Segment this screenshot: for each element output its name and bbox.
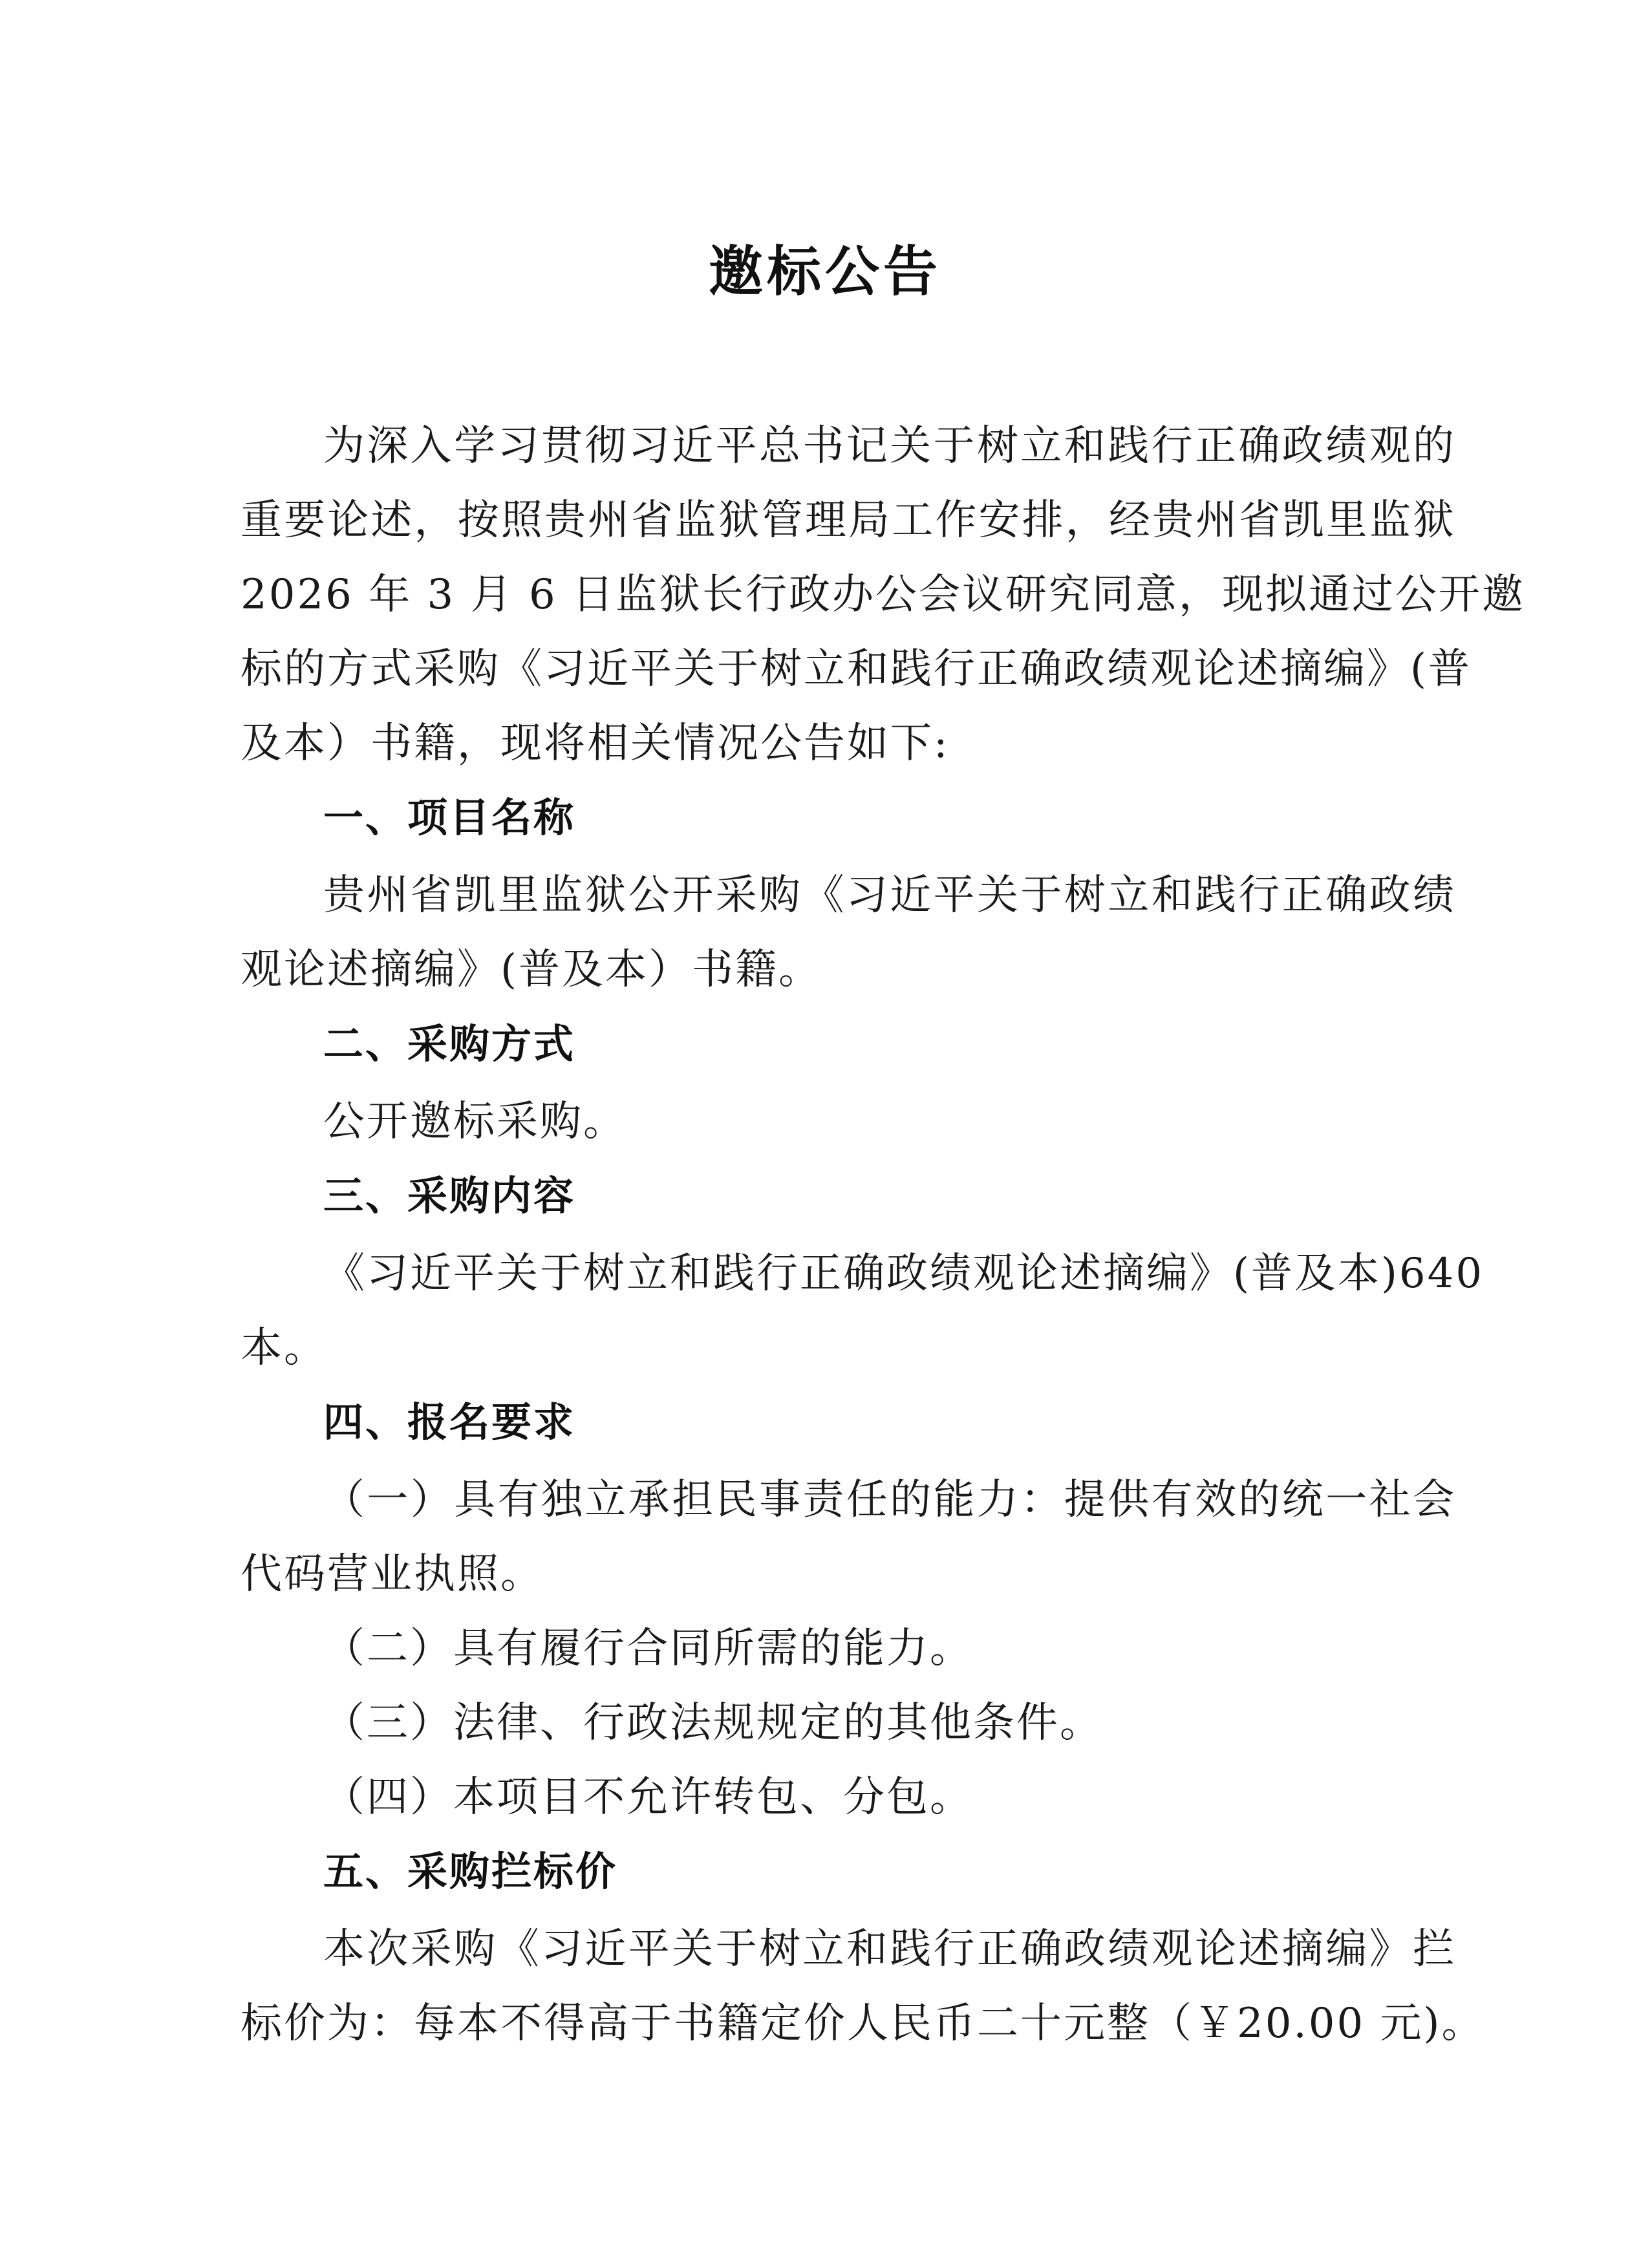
section-heading-procurement-content: 三、采购内容 <box>323 1172 576 1219</box>
section-heading-registration-requirements: 四、报名要求 <box>323 1398 576 1446</box>
section-text: （四）本项目不允许转包、分包。 <box>323 1773 973 1821</box>
section-text: （二）具有履行合同所需的能力。 <box>323 1625 973 1673</box>
intro-line: 标的方式采购《习近平关于树立和践行正确政绩观论述摘编》(普 <box>241 645 1472 693</box>
section-text: 《习近平关于树立和践行正确政绩观论述摘编》(普及本)640 <box>323 1250 1484 1298</box>
document-title: 邀标公告 <box>708 240 941 303</box>
intro-line: 及本）书籍，现将相关情况公告如下: <box>241 720 950 767</box>
section-heading-project-name: 一、项目名称 <box>323 794 576 841</box>
section-text: （三）法律、行政法规规定的其他条件。 <box>323 1699 1103 1747</box>
section-text: 标价为：每本不得高于书籍定价人民币二十元整（￥20.00 元)。 <box>241 2000 1485 2048</box>
section-text: 公开邀标采购。 <box>323 1098 627 1146</box>
section-text: 观论述摘编》(普及本）书籍。 <box>241 946 822 994</box>
section-heading-procurement-method: 二、采购方式 <box>323 1020 576 1067</box>
section-text: 本次采购《习近平关于树立和践行正确政绩观论述摘编》拦 <box>323 1925 1456 1973</box>
section-heading-ceiling-price: 五、采购拦标价 <box>323 1848 618 1895</box>
intro-line: 为深入学习贯彻习近平总书记关于树立和践行正确政绩观的 <box>323 422 1456 470</box>
section-text: （一）具有独立承担民事责任的能力：提供有效的统一社会 <box>323 1476 1456 1524</box>
section-text: 贵州省凯里监狱公开采购《习近平关于树立和践行正确政绩 <box>323 872 1456 919</box>
section-text: 本。 <box>241 1324 327 1372</box>
intro-line: 重要论述，按照贵州省监狱管理局工作安排，经贵州省凯里监狱 <box>241 497 1456 544</box>
intro-line: 2026 年 3 月 6 日监狱长行政办公会议研究同意，现拟通过公开邀 <box>241 571 1526 619</box>
section-text: 代码营业执照。 <box>241 1550 544 1598</box>
